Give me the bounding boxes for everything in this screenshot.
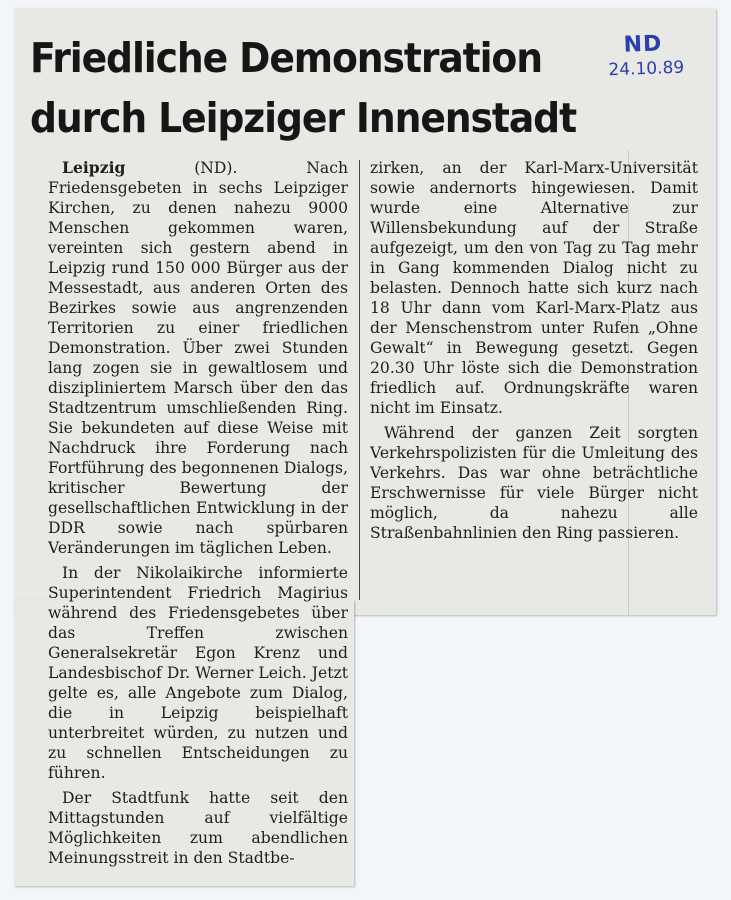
handwritten-note xyxy=(607,31,684,81)
article-paragraph: In der Nikolaikirche informierte Superintendent Friedrich Magirius während des Friedensgebetes über das Treffen zwischen Generalsekretär Egon Krenz und Landesbischof Dr. Werner Leich. Jetzt gelte es, alle Angebote zum Dialog, die in Leipzig beispielhaft unterbreitet würden, zu nutzen und zu schnellen Entscheidungen zu führen. xyxy=(48,564,348,782)
paragraph-text: (ND). Nach Friedensgebeten in sechs Leipziger Kirchen, zu denen nahezu 9000 Menschen gekommen waren, vereinten sich gestern abend in Leipzig rund 150 000 Bürger aus der Messestadt, aus anderen Orten des Bezirkes sowie aus angrenzenden Territorien zu einer friedlichen Demonstration. Über zwei Stunden lang zogen sie in gewaltlosem und diszipliniertem Marsch über den das Stadtzentrum umschließenden Ring. Sie bekundeten auf diese Weise mit Nachdruck ihre Forderung nach Fortführung des begonnenen Dialogs, kritischer Bewertung der gesellschaftlichen Entwicklung in der DDR sowie nach spürbaren Veränderungen im täglichen Leben. xyxy=(48,159,348,557)
article-column-1 xyxy=(48,158,348,868)
column-divider xyxy=(359,160,360,600)
article-paragraph: Der Stadtfunk hatte seit den Mittagstunden auf vielfältige Möglichkeiten zum abendlichen Meinungsstreit in den Stadtbe- xyxy=(48,789,348,867)
article-paragraph: zirken, an der Karl-Marx-Universität sowie andernorts hingewiesen. Damit wurde eine Alternative zur Willensbekundung auf der Straße aufgezeigt, um den von Tag zu Tag mehr in Gang kommenden Dialog nicht zu belasten. Dennoch hatte sich kurz nach 18 Uhr dann vom Karl-Marx-Platz aus der Menschenstrom unter Rufen „Ohne Gewalt“ in Bewegung gesetzt. Gegen 20.30 Uhr löste sich die Demonstration friedlich auf. Ordnungskräfte waren nicht im Einsatz. xyxy=(370,159,698,417)
headline-line-1: Friedliche Demonstration xyxy=(30,34,542,82)
article-paragraph: Während der ganzen Zeit sorgten Verkehrspolizisten für die Umleitung des Verkehrs. Das war ohne beträchtliche Erschwernisse für viele Bürger nicht möglich, da nahezu alle Straßenbahnlinien den Ring passieren. xyxy=(370,424,698,542)
handwritten-date: 24.10.89 xyxy=(608,57,685,81)
handwritten-source: ND xyxy=(623,31,663,58)
article-column-2 xyxy=(370,158,698,543)
article-paragraph xyxy=(48,158,348,558)
dateline: Leipzig xyxy=(62,158,126,177)
headline xyxy=(30,28,576,148)
headline-line-2: durch Leipziger Innenstadt xyxy=(30,94,577,142)
